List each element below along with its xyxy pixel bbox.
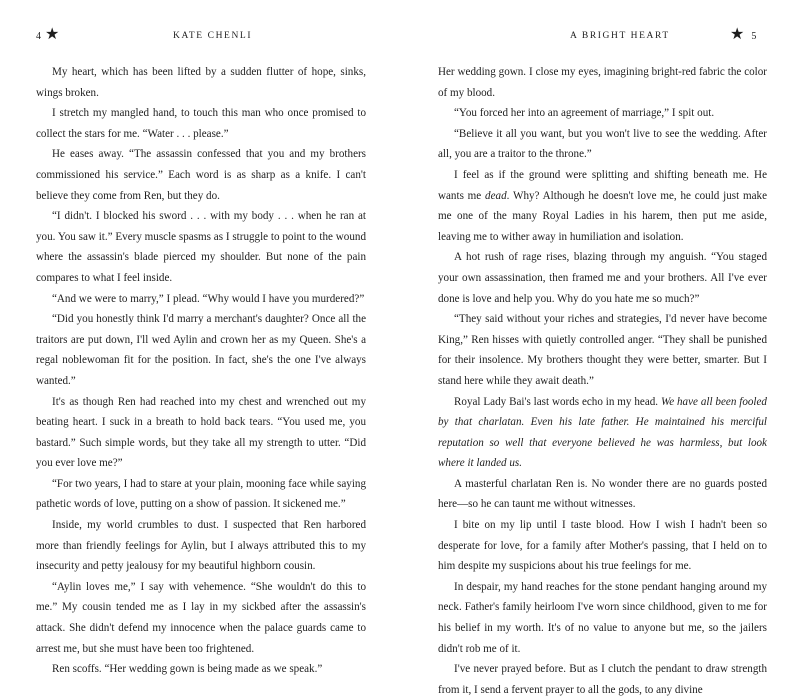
text-run: I feel as if the ground were splitting and shifting beneath me. He wants me	[438, 168, 767, 202]
paragraph: He eases away. “The assassin confessed that you and my brothers commissioned his service.” Each word is as sharp as a knife. I can't believe they come from Ren, but they do.	[36, 148, 366, 202]
paragraph	[438, 165, 767, 247]
paragraph: “They said without your riches and strategies, I'd never have become King,” Ren hisses with quietly controlled anger. “They shall be punished for their insolence. My brothers thought they were better, smarter. But I stand here while they await death.”	[438, 313, 767, 387]
emphasis-text: dead	[485, 189, 507, 202]
paragraph: “Did you honestly think I'd marry a merchant's daughter? Once all the traitors are put down, I'll wed Aylin and crown her as my Queen. She's a regal noblewoman fit for the position. In fact, she's the one I've always wanted.”	[36, 313, 366, 387]
paragraph: “Believe it all you want, but you won't live to see the wedding. After all, you are a traitor to the throne.”	[438, 127, 767, 161]
paragraph: My heart, which has been lifted by a sudden flutter of hope, sinks, wings broken.	[36, 66, 366, 99]
star-ornament-icon: ★	[730, 26, 746, 43]
left-page-number: 4	[36, 31, 43, 42]
right-page-text	[438, 62, 767, 700]
paragraph: “You forced her into an agreement of marriage,” I spit out.	[454, 107, 715, 120]
paragraph: In despair, my hand reaches for the stone pendant hanging around my neck. Father's family heirloom I've worn since childhood, given to me for his belief in my worth. It's of no value to anyone but me, so the jailers didn't rob me of it.	[438, 580, 767, 655]
paragraph: “Aylin loves me,” I say with vehemence. “She wouldn't do this to me.” My cousin tended me as I lay in my sickbed after the assassin's attack. She didn't defend my innocence when the palace guards came to arrest me, but she must have been too frightened.	[36, 580, 366, 655]
left-page	[0, 0, 400, 676]
paragraph-continuation: Her wedding gown. I close my eyes, imagining bright-red fabric the color of my blood.	[438, 66, 767, 99]
right-page-number: 5	[751, 31, 758, 42]
paragraph: I bite on my lip until I taste blood. How I wish I hadn't been so desperate for love, for a family after Mother's passing, that I held on to him despite my suspicions about his true feelings for me.	[438, 519, 767, 573]
left-running-head: KATE CHENLI	[173, 31, 253, 41]
paragraph: “For two years, I had to stare at your plain, mooning face while saying pathetic words of love, putting on a show of passion. It sickened me.”	[36, 477, 366, 511]
left-page-text	[36, 62, 366, 680]
paragraph: I stretch my mangled hand, to touch this man who once promised to collect the stars for me. “Water . . . please.”	[36, 107, 366, 140]
right-running-head: A BRIGHT HEART	[570, 31, 670, 41]
right-page	[400, 0, 800, 696]
paragraph	[438, 392, 767, 474]
paragraph: A hot rush of rage rises, blazing through my anguish. “You staged your own assassination, then framed me and your brothers. All I've ever done is love and help you. Why do you hate me so much?”	[438, 251, 767, 305]
text-run: . Why? Although he doesn't love me, he could just make me one of the many Royal Ladies in his harem, then put me aside, leaving me to wither away in humiliation and isolation.	[438, 189, 768, 243]
paragraph: Inside, my world crumbles to dust. I suspected that Ren harbored more than friendly feelings for Aylin, but I always attributed this to my insecurity and petty jealousy for my beautiful highborn cousin.	[36, 519, 366, 573]
paragraph: “And we were to marry,” I plead. “Why would I have you murdered?”	[52, 292, 365, 305]
paragraph: “I didn't. I blocked his sword . . . with my body . . . when he ran at you. You saw it.” Every muscle spasms as I struggle to point to the wound where the assassin's blade pierced my shoulder. But none of the pain compares to what I feel inside.	[36, 210, 366, 284]
paragraph: A masterful charlatan Ren is. No wonder there are no guards posted here—so he can taunt me without witnesses.	[438, 477, 767, 511]
right-page-header	[436, 26, 758, 47]
emphasis-text: We have all been fooled by that charlatan. Even his late father. He maintained his merciful reputation so well that everyone believed he was harmless, but look where it landed us.	[438, 395, 767, 470]
text-run: Royal Lady Bai's last words echo in my head.	[454, 395, 661, 408]
paragraph: It's as though Ren had reached into my chest and wrenched out my beating heart. I suck in a breath to hold back tears. “You used me, you bastard.” Such simple words, but they take all my strength to utter. “Did you ever love me?”	[36, 395, 366, 470]
left-page-header	[36, 26, 364, 47]
paragraph: I've never prayed before. But as I clutch the pendant to draw strength from it, I send a fervent prayer to all the gods, to any divine	[438, 663, 767, 696]
star-ornament-icon: ★	[45, 26, 61, 43]
paragraph: Ren scoffs. “Her wedding gown is being made as we speak.”	[52, 663, 323, 676]
